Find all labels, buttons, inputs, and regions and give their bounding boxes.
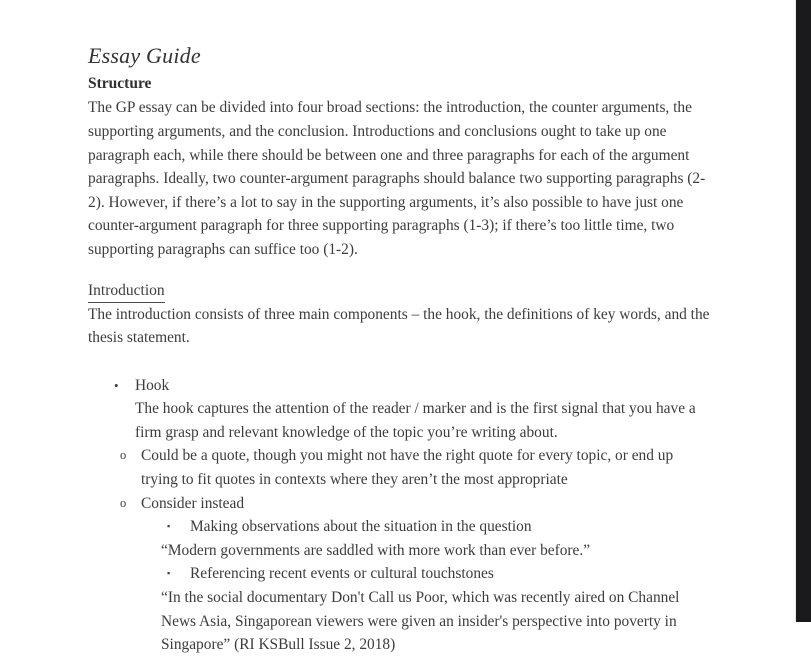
list-item-level3-referencing (167, 562, 710, 586)
square-bullet-icon: ▪ (167, 568, 171, 579)
list-item-level1-body: The hook captures the attention of the reader / marker and is the first signal that you have a firm grasp and relevant knowledge of the topic you’re writing about. (135, 400, 696, 441)
circle-bullet-icon: o (120, 495, 127, 510)
paragraph-spacer (88, 262, 710, 281)
list-item-level2-quote-option (120, 444, 710, 491)
square-bullet-icon: ▪ (167, 521, 171, 532)
list-item-level2-text: Could be a quote, though you might not have the right quote for every topic, or end up trying to fit quotes in contexts where they aren’t the most appropriate (141, 447, 674, 489)
list-item-level2-consider-instead (120, 492, 710, 657)
page-title: Essay Guide (88, 43, 201, 68)
list-item-level1-label: Hook (135, 376, 170, 394)
list-item-level3-text: Making observations about the situation in the question (190, 518, 532, 536)
section-heading-structure: Structure (88, 74, 152, 92)
disc-bullet-icon: • (114, 377, 119, 393)
list-item-level1-hook (114, 374, 710, 445)
section-heading-introduction-wrap (88, 281, 710, 303)
right-edge-rail (796, 0, 811, 622)
section-paragraph-introduction: The introduction consists of three main components – the hook, the definitions of key words, and the thesis statement. (88, 305, 710, 347)
list-spacer (88, 350, 710, 374)
list-item-level2-text: Consider instead (141, 494, 245, 512)
list-item-level3-observations (167, 515, 710, 539)
list-item-level3-text: Referencing recent events or cultural touchstones (190, 565, 494, 583)
section-paragraph-structure: The GP essay can be divided into four broad sections: the introduction, the counter arguments, the supporting arguments, and the conclusion. Introductions and conclusions ought to take up one paragraph each, while there should be between one and three paragraphs for each of the argument paragraphs. Ideally, two counter-argument paragraphs should balance two supporting paragraphs (2-2). However, if there’s a lot to say in the supporting arguments, it’s also possible to have just one counter-argument paragraph for three supporting paragraphs (1-3); if there’s too little time, two supporting paragraphs can suffice too (1-2). (88, 99, 706, 258)
section-heading-introduction: Introduction (88, 281, 165, 303)
example-quote-observations: “Modern governments are saddled with more work than ever before.” (161, 541, 591, 559)
circle-bullet-icon: o (120, 448, 127, 463)
example-quote-referencing: “In the social documentary Don't Call us Poor, which was recently aired on Channel News Asia, Singaporean viewers were given an insider's perspective into poverty in Singapore” (RI KSBull Issue 2, 2018) (161, 589, 680, 654)
document-content (88, 42, 710, 657)
